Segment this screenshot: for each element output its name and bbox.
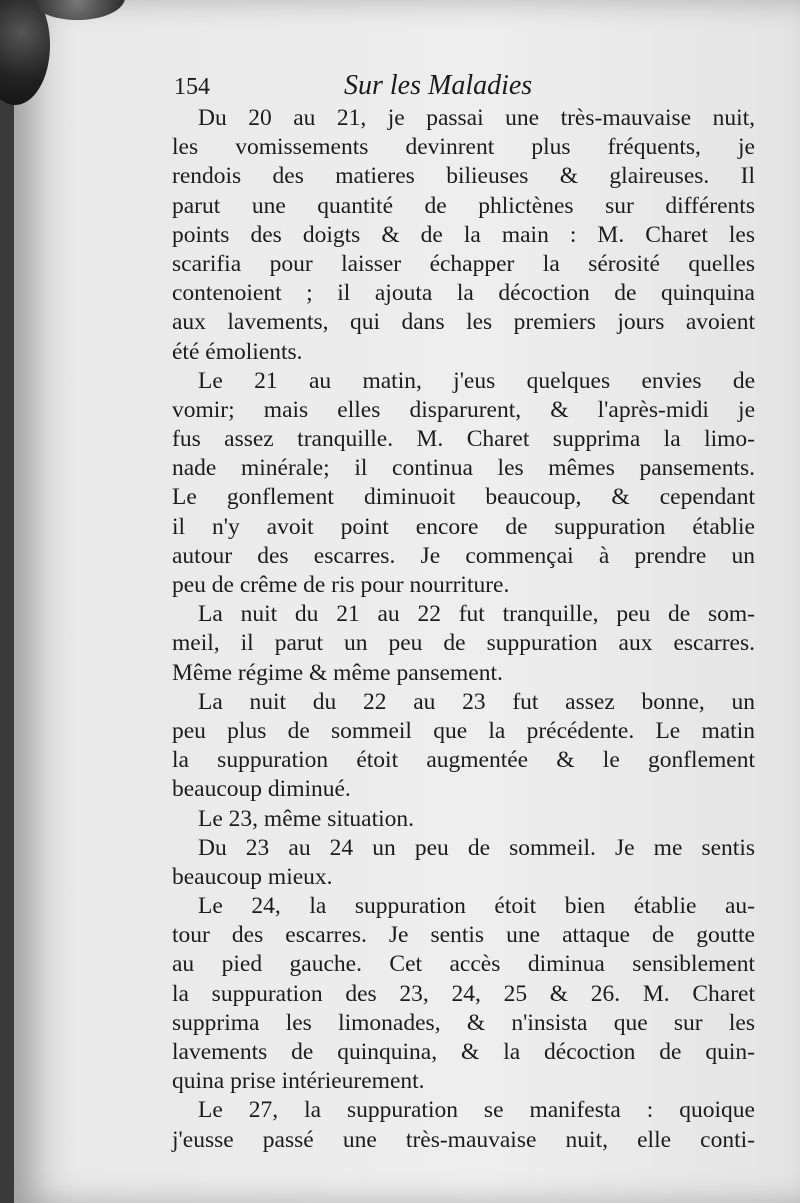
text-line: lavements de quinquina, & la décoction de quin- (172, 1039, 755, 1065)
text-line: les vomissements devinrent plus fréquents, je (172, 134, 755, 161)
text-line: peu plus de sommeil que la précédente. Le matin (172, 717, 755, 744)
text-line: La nuit du 21 au 22 fut tranquille, peu de som- (198, 601, 755, 628)
text-line: rendois des matieres bilieuses & glaireuses. Il (172, 163, 755, 190)
text-line: beaucoup diminué. (172, 776, 351, 803)
text-line: Du 20 au 21, je passai une très-mauvaise nuit, (198, 105, 755, 131)
text-line: Le 21 au matin, j'eus quelques envies de (198, 367, 755, 394)
text-line: aux lavements, qui dans les premiers jours avoient (172, 309, 755, 336)
book-page (14, 0, 800, 1203)
text-line: meil, il parut un peu de suppuration aux escarres. (172, 630, 755, 657)
text-line: la suppuration étoit augmentée & le gonflement (172, 747, 755, 774)
text-line: parut une quantité de phlictènes sur différents (172, 192, 755, 219)
text-line: Même régime & même pansement. (172, 659, 503, 686)
text-line: autour des escarres. Je commençai à prendre un (172, 542, 755, 569)
text-line: il n'y avoit point encore de suppuration établie (172, 513, 755, 540)
text-line: vomir; mais elles disparurent, & l'après-midi je (172, 396, 755, 423)
text-line: Le 24, la suppuration étoit bien établie au- (198, 893, 755, 920)
text-line: la suppuration des 23, 24, 25 & 26. M. Charet (172, 980, 755, 1007)
text-line: fus assez tranquille. M. Charet supprima la limo- (172, 426, 755, 453)
page-header (164, 68, 764, 108)
page-number: 154 (174, 74, 210, 100)
text-line: supprima les limonades, & n'insista que sur les (172, 1009, 755, 1036)
body-text (172, 104, 755, 1155)
text-line: Du 23 au 24 un peu de sommeil. Je me sentis (198, 834, 755, 861)
text-line: points des doigts & de la main : M. Charet les (172, 221, 755, 248)
text-line: peu de crême de ris pour nourriture. (172, 572, 510, 598)
running-title: Sur les Maladies (344, 70, 533, 101)
text-line: quina prise intérieurement. (172, 1068, 425, 1095)
text-line: nade minérale; il continua les mêmes pansements. (172, 455, 755, 482)
text-line: au pied gauche. Cet accès diminua sensiblement (172, 951, 755, 978)
text-line: Le gonflement diminuoit beaucoup, & cependant (172, 484, 755, 511)
text-line: Le 23, même situation. (198, 805, 415, 832)
text-line: Le 27, la suppuration se manifesta : quoique (198, 1097, 755, 1124)
text-line: La nuit du 22 au 23 fut assez bonne, un (198, 688, 755, 715)
text-line: été émolients. (172, 338, 303, 365)
text-line: beaucoup mieux. (172, 863, 333, 890)
text-line: j'eusse passé une très-mauvaise nuit, elle conti- (172, 1126, 755, 1153)
text-line: tour des escarres. Je sentis une attaque de goutte (172, 922, 755, 949)
text-line: contenoient ; il ajouta la décoction de quinquina (172, 280, 755, 307)
text-line: scarifia pour laisser échapper la sérosité quelles (172, 250, 755, 277)
